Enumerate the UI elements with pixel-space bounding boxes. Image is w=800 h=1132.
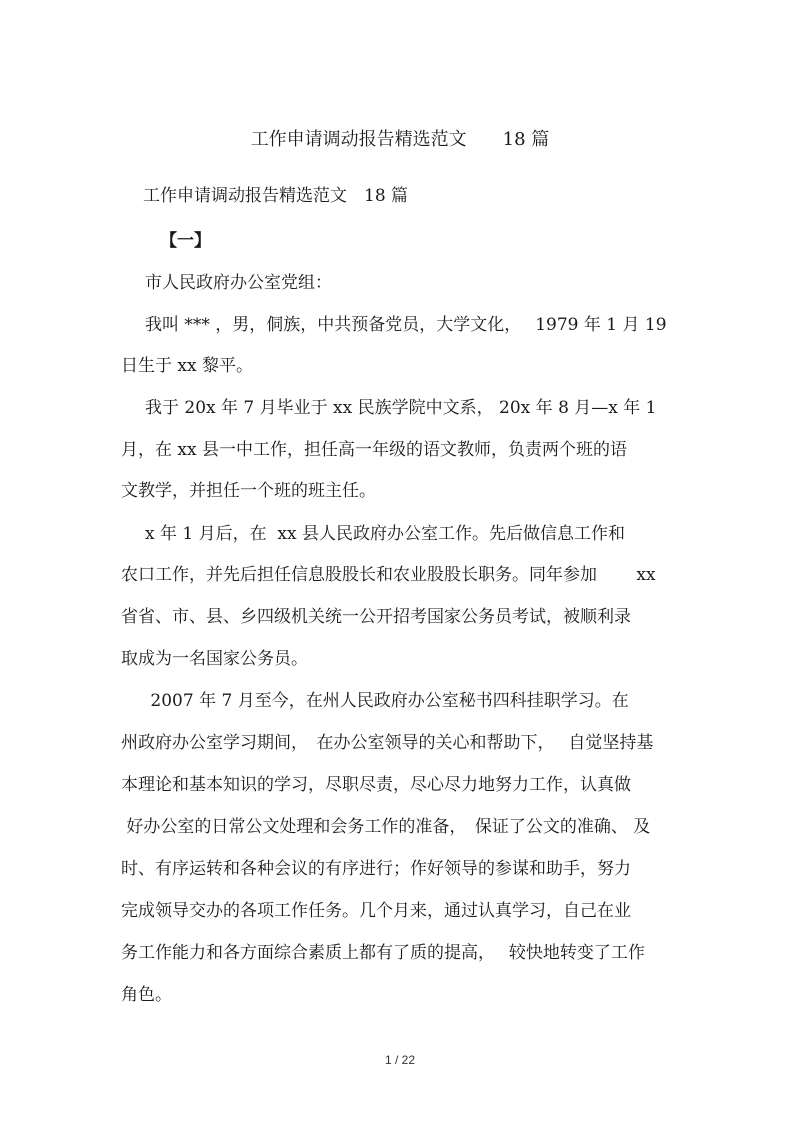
text-line: x 年 1 月后，在 xx 县人民政府办公室工作。先后做信息工作和	[145, 524, 625, 544]
text-line: 市人民政府办公室党组：	[145, 273, 332, 293]
text-line: 农口工作，并先后担任信息股股长和农业股股长职务。同年参加 xx	[121, 565, 656, 585]
text-line: 省省、市、县、乡四级机关统一公开招考国家公务员考试，被顺利录	[121, 607, 631, 627]
section-heading: 【一】	[160, 231, 211, 251]
text-line: 好办公室的日常公文处理和会务工作的准备， 保证了公文的准确、 及	[121, 817, 651, 837]
text-line: 完成领导交办的各项工作任务。几个月来，通过认真学习，自己在业	[121, 901, 631, 921]
text-line: 我叫 *** ，男，侗族，中共预备党员，大学文化， 1979 年 1 月 19	[145, 315, 667, 335]
document-title: 工作申请调动报告精选范文 18 篇	[250, 129, 550, 150]
text-line: 时、有序运转和各种会议的有序进行；作好领导的参谋和助手，努力	[121, 859, 631, 879]
text-line: 文教学，并担任一个班的班主任。	[121, 481, 376, 501]
document-subtitle: 工作申请调动报告精选范文 18 篇	[143, 186, 409, 206]
text-line: 州政府办公室学习期间， 在办公室领导的关心和帮助下， 自觉坚持基	[121, 733, 654, 753]
text-line: 角色。	[121, 985, 172, 1005]
text-line: 2007 年 7 月至今，在州人民政府办公室秘书四科挂职学习。在	[145, 691, 629, 711]
text-line: 本理论和基本知识的学习，尽职尽责，尽心尽力地努力工作，认真做	[121, 775, 631, 795]
text-line: 日生于 xx 黎平。	[121, 356, 253, 376]
text-line: 取成为一名国家公务员。	[121, 649, 308, 669]
text-line: 务工作能力和各方面综合素质上都有了质的提高， 较快地转变了工作	[121, 943, 645, 963]
text-line: 我于 20x 年 7 月毕业于 xx 民族学院中文系， 20x 年 8 月—x 年 1	[145, 398, 657, 418]
text-line: 月，在 xx 县一中工作，担任高一年级的语文教师，负责两个班的语	[121, 440, 627, 460]
page-indicator: 1 / 22	[384, 1053, 416, 1067]
